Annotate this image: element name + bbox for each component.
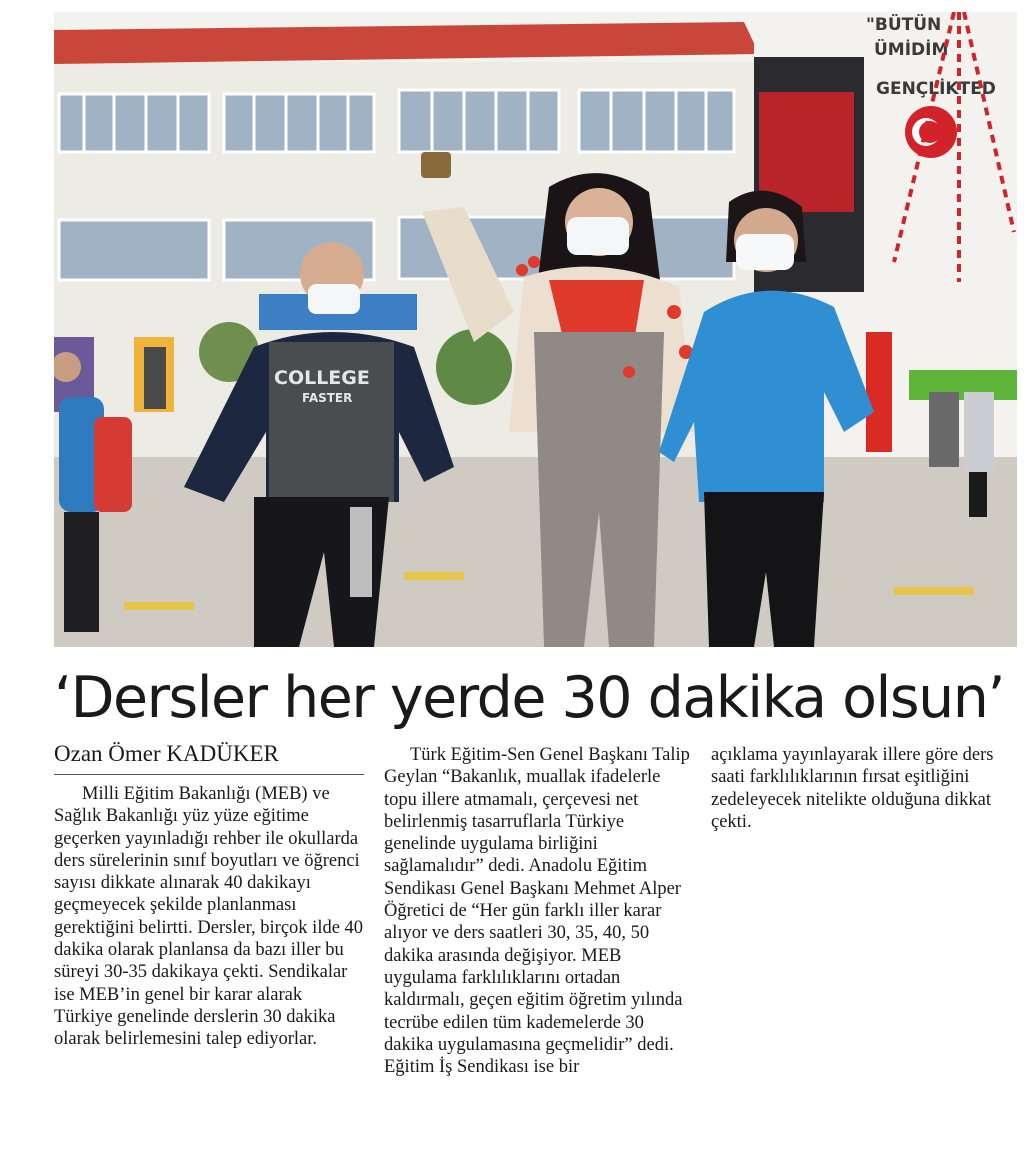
banner-text-2: ÜMİDİM [874,40,949,60]
article-column-3 [711,744,1011,833]
bell-icon [421,152,451,178]
article-paragraph: Türk Eğitim-Sen Genel Başkanı Talip Geylan “Bakanlık, muallak ifadelerle topu illere atmamalı, çerçevesi net belirlenmiş tasarruflarla Türkiye genelinde uygulama birliğini sağlamalıdır” dedi. Anadolu Eğitim Sendikası Genel Başkanı Mehmet Alper Öğretici de “Her gün farklı iller karar alıyor ve ders saatleri 30, 35, 40, 50 dakika arasında değişiyor. MEB uygulama farklılıklarını ortadan kaldırmalı, geçen eğitim öğretim yılında tecrübe edilen tüm kademelerde 30 dakika uygulamasına geçmelidir” dedi. Eğitim İş Sendikası ise bir [384,745,690,1078]
shirt-text-1: COLLEGE [274,367,370,389]
news-photo [54,12,1017,647]
byline: Ozan Ömer KADÜKER [54,740,364,775]
banner-text-1: "BÜTÜN [866,15,942,35]
shirt-text-2: FASTER [302,391,353,405]
article-paragraph: Milli Eğitim Bakanlığı (MEB) ve Sağlık Bakanlığı yüz yüze eğitime geçerken yayınladığı rehber ile okullarda ders sürelerinin sınıf boyutları ve öğrenci sayısı dikkate alınarak 40 dakikayı geçmeyecek şekilde planlanması gerektiğini belirtti. Dersler, birçok ilde 40 dakika olarak planlansa da bazı iller bu süreyi 30-35 dakikaya çekti. Sendikalar ise MEB’in genel bir karar alarak Türkiye genelinde derslerin 30 dakika olarak belirlemesini talep ediyorlar. [54,784,364,1050]
banner-text-3: GENÇLİKTED [876,79,996,99]
article-column-1 [54,740,364,1051]
article-headline: ‘Dersler her yerde 30 dakika olsun’ [54,665,1004,731]
school-yard-scene [54,12,1017,647]
article-column-2 [384,744,696,1078]
article-paragraph: açıklama yayınlayarak illere göre ders saati farklılıklarının fırsat eşitliğini zedeleyecek nitelikte olduğuna dikkat çekti. [711,745,994,832]
